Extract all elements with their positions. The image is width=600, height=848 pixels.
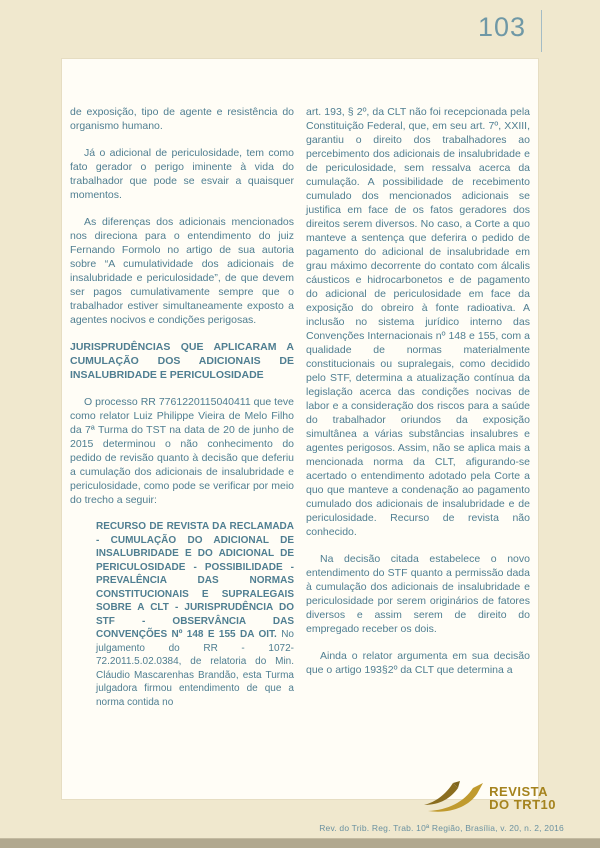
header-rule bbox=[541, 10, 542, 52]
page-number: 103 bbox=[477, 12, 526, 42]
paragraph: Já o adicional de periculosidade, tem como fato gerador o perigo iminente à vida do trabalhador que pode se esvair a quaisquer momentos. bbox=[70, 147, 294, 201]
trt10-logo bbox=[422, 775, 556, 820]
content-sheet bbox=[61, 58, 539, 800]
paragraph: As diferenças dos adicionais mencionados nos direciona para o entendimento do juiz Fernando Formolo no artigo de sua autoria sobre “A cumulatividade dos adicionais de insalubridade e periculosidade”, de que devem ser pagos cumulativamente sempre que o trabalhador estiver simultaneamente exposto a agentes nocivos e condições perigosas. bbox=[70, 216, 294, 326]
paragraph: Na decisão citada estabelece o novo entendimento do STF quanto a permissão dada à cumulação dos adicionais de insalubridade e periculosidade por serem originários de fatores diversos e assim serem de direito do empregado receber os dois. bbox=[306, 553, 530, 635]
block-quote bbox=[96, 520, 294, 709]
quote-bold-text: RECURSO DE REVISTA DA RECLAMADA - CUMULAÇÃO DO ADICIONAL DE INSALUBRIDADE E DO ADICIONAL DE PERICULOSIDADE - POSSIBILIDADE - PREVALÊNCIA DAS NORMAS CONSTITUCIONAIS E SUPRALEGAIS SOBRE A CLT - JURISPRUDÊNCIA DO STF - OBSERVÂNCIA DAS CONVENÇÕES Nº 148 E 155 DA OIT. bbox=[96, 521, 294, 640]
paragraph: de exposição, tipo de agente e resistência do organismo humano. bbox=[70, 106, 294, 132]
bird-icon bbox=[422, 775, 484, 820]
paragraph: art. 193, § 2º, da CLT não foi recepcionada pela Constituição Federal, que, em seu art. 7º, XXIII, garantiu o direito dos trabalhadores ao percebimento dos adicionais de insalubridade e de periculosidade, sem ressalva acerca da cumulação. A possibilidade de recebimento cumulado dos mencionados adicionais se justifica em face de os fatos geradores dos direitos serem diversos. No caso, a Corte a quo manteve a sentença que deferira o pedido de pagamento do adicional de insalubridade em grau máximo decorrente do contato com álcalis cáusticos e hidrocarbonetos e de pagamento do adicional de periculosidade em face da exposição do obreiro à fonte radioativa. A inclusão no sistema jurídico interno das Convenções Internacionais nº 148 e 155, com a qualidade de normas materialmente constitucionais ou supralegais, como decidido pelo STF, determina a atualização contínua da legislação acerca das condições nocivas de labor e a consideração dos riscos para a saúde do trabalhador oriundos da exposição simultânea a várias substâncias insalubres e agentes perigosos. Assim, não se aplica mais a mencionada norma da CLT, afigurando-se acertado o entendimento adotado pela Corte a quo que manteve a condenação ao pagamento cumulado dos adicionais de insalubridade e de periculosidade. Recurso de revista não conhecido. bbox=[306, 106, 530, 538]
bottom-strip bbox=[0, 838, 600, 848]
paragraph: O processo RR 7761220115040411 que teve como relator Luiz Philippe Vieira de Melo Filho da 7ª Turma do TST na data de 20 de junho de 2015 determinou o não conhecimento do pedido de revisão quanto à decisão que deferiu a cumulação dos adicionais de insalubridade e periculosidade, como pode se verificar por meio do trecho a seguir: bbox=[70, 396, 294, 506]
right-column bbox=[306, 105, 530, 799]
paragraph: Ainda o relator argumenta em sua decisão que o artigo 193§2º da CLT que determina a bbox=[306, 650, 530, 676]
footer-citation: Rev. do Trib. Reg. Trab. 10ª Região, Brasília, v. 20, n. 2, 2016 bbox=[319, 823, 564, 833]
logo-wordmark bbox=[489, 785, 556, 811]
logo-line-1: REVISTA bbox=[489, 783, 549, 799]
quote-regular-text: No julgamento do RR - 1072-72.2011.5.02.0384, de relatoria do Min. Cláudio Mascarenhas Brandão, esta Turma julgadora firmou entendimento de que a norma contida no bbox=[96, 629, 294, 708]
section-heading: JURISPRUDÊNCIAS QUE APLICARAM A CUMULAÇÃO DOS ADICIONAIS DE INSALUBRIDADE E PERICULOSIDADE bbox=[70, 341, 294, 381]
left-column bbox=[70, 105, 294, 799]
logo-line-2: DO TRT10 bbox=[489, 796, 556, 812]
